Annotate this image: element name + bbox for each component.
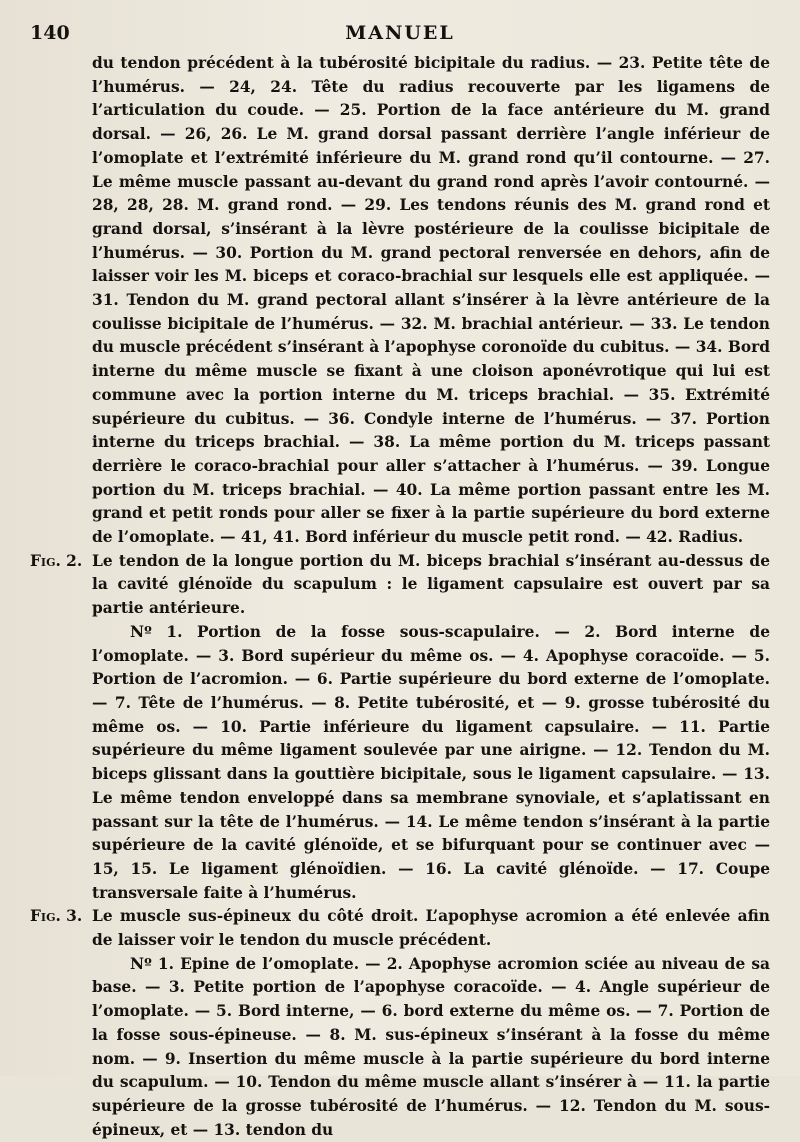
figure-3-caption-text: Le muscle sus-épineux du côté droit. L’apophyse acromion a été enlevée afin de laisser voir le tendon du muscle précédent. bbox=[92, 907, 770, 950]
figure-2-label: Fig. 2. bbox=[30, 551, 83, 570]
page-header bbox=[30, 22, 770, 48]
running-title: MANUEL bbox=[345, 22, 455, 44]
figure-2-legend: Nº 1. Portion de la fosse sous-scapulaire. — 2. Bord interne de l’omoplate. — 3. Bord supérieur du même os. — 4. Apophyse coracoïde. — 5. Portion de l’acromion. — 6. Partie supérieure du bord externe de l’omoplate. — 7. Tête de l’humérus. — 8. Petite tubérosité, et — 9. grosse tubérosité du même os. — 10. Partie inférieure du ligament capsulaire. — 11. Partie supérieure du même ligament soulevée par une airigne. — 12. Tendon du M. biceps glissant dans la gouttière bicipitale, sous le ligament capsulaire. — 13. Le même tendon enveloppé dans sa membrane synoviale, et s’aplatissant en passant sur la tête de l’humérus. — 14. Le même tendon s’insérant à la partie supérieure de la cavité glénoïde, et se bifurquant pour se continuer avec — 15, 15. Le ligament glénoïdien. — 16. La cavité glénoïde. — 17. Coupe transversale faite à l’humérus. bbox=[92, 622, 770, 902]
figure-3-caption bbox=[30, 905, 770, 952]
figure-3-legend: Nº 1. Epine de l’omoplate. — 2. Apophyse acromion sciée au niveau de sa base. — 3. Petite portion de l’apophyse coracoïde. — 4. Angle supérieur de l’omoplate. — 5. Bord interne, — 6. bord externe du même os. — 7. Portion de la fosse sous-épineuse. — 8. M. sus-épineux s’insérant à la fosse du même nom. — 9. Insertion du même muscle à la partie supérieure du bord interne du scapulum. — 10. Tendon du même muscle allant s’insérer à — 11. la partie supérieure de la grosse tubérosité de l’humérus. — 12. Tendon du M. sous-épineux, et — 13. tendon du bbox=[92, 954, 770, 1139]
figure-3-label: Fig. 3. bbox=[30, 907, 83, 926]
page-body bbox=[30, 52, 770, 1142]
page-number: 140 bbox=[30, 22, 70, 44]
figure-2-caption-text: Le tendon de la longue portion du M. biceps brachial s’insérant au-dessus de la cavité glénoïde du scapulum : le ligament capsulaire est ouvert par sa partie antérieure. bbox=[92, 551, 770, 618]
figure-1-legend-continuation: du tendon précédent à la tubérosité bicipitale du radius. — 23. Petite tête de l’humérus. — 24, 24. Tête du radius recouverte par les ligamens de l’articulation du coude. — 25. Portion de la face antérieure du M. grand dorsal. — 26, 26. Le M. grand dorsal passant derrière l’angle inférieur de l’omoplate et l’extrémité inférieure du M. grand rond qu’il contourne. — 27. Le même muscle passant au-devant du grand rond après l’avoir contourné. — 28, 28, 28. M. grand rond. — 29. Les tendons réunis des M. grand rond et grand dorsal, s’insérant à la lèvre postérieure de la coulisse bicipitale de l’humérus. — 30. Portion du M. grand pectoral renversée en dehors, afin de laisser voir les M. biceps et coraco-brachial sur lesquels elle est appliquée. — 31. Tendon du M. grand pectoral allant s’insérer à la lèvre antérieure de la coulisse bicipitale de l’humérus. — 32. M. brachial antérieur. — 33. Le tendon du muscle précédent s’insérant à l’apophyse coronoïde du cubitus. — 34. Bord interne du même muscle se fixant à une cloison aponévrotique qui lui est commune avec la portion interne du M. triceps brachial. — 35. Extrémité supérieure du cubitus. — 36. Condyle interne de l’humérus. — 37. Portion interne du triceps brachial. — 38. La même portion du M. triceps passant derrière le coraco-brachial pour aller s’attacher à l’humérus. — 39. Longue portion du M. triceps brachial. — 40. La même portion passant entre les M. grand et petit ronds pour aller se fixer à la partie supérieure du bord externe de l’omoplate. — 41, 41. Bord inférieur du muscle petit rond. — 42. Radius. bbox=[92, 54, 770, 547]
figure-2-caption bbox=[30, 550, 770, 621]
